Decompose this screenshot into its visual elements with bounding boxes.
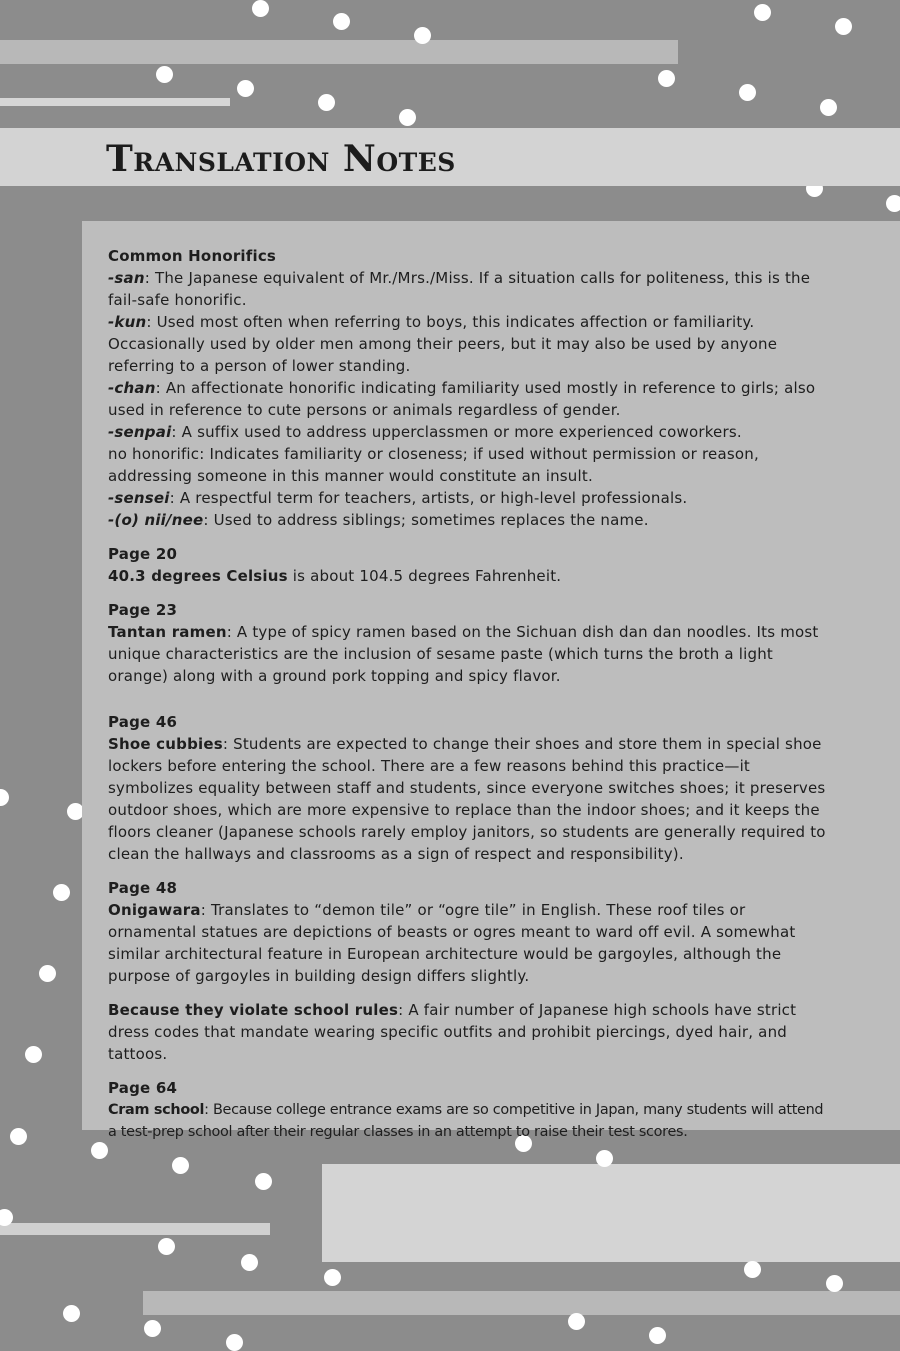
dot: [237, 80, 254, 97]
note-term: Onigawara: [108, 901, 201, 919]
dot: [324, 1269, 341, 1286]
dot: [91, 1142, 108, 1159]
dot: [255, 1173, 272, 1190]
honorific-term: -(o) nii/nee: [108, 511, 204, 529]
dot: [25, 1046, 42, 1063]
honorific-term: -chan: [108, 379, 156, 397]
note-term: Tantan ramen: [108, 623, 227, 641]
honorific-entry: [108, 443, 836, 487]
note-text: : Translates to “demon tile” or “ogre tile” in English. These roof tiles or ornamental statues are depictions of beasts or ogres meant to ward off evil. A somewhat similar architectural feature in European architecture would be gargoyles, although the purpose of gargoyles in building design differs slightly.: [108, 901, 796, 985]
honorific-entry: [108, 487, 836, 509]
top-thin-stripe: [0, 98, 230, 106]
honorific-text: : A respectful term for teachers, artists, or high-level professionals.: [169, 489, 688, 507]
dot: [596, 1150, 613, 1167]
dot: [739, 84, 756, 101]
dot: [172, 1157, 189, 1174]
note-entry: [108, 1099, 836, 1143]
dot: [658, 70, 675, 87]
dot: [744, 1261, 761, 1278]
honorific-entry: [108, 311, 836, 377]
dot: [399, 109, 416, 126]
dot: [0, 789, 9, 806]
dot: [318, 94, 335, 111]
page-label: Page 20: [108, 545, 178, 563]
honorific-entry: [108, 377, 836, 421]
top-stripe: [0, 40, 678, 64]
dot: [226, 1334, 243, 1351]
honorific-entry: [108, 267, 836, 311]
note-text: : A fair number of Japanese high schools have strict dress codes that mandate wearing specific outfits and prohibit piercings, dyed hair, and tattoos.: [108, 1001, 797, 1063]
dot: [156, 66, 173, 83]
honorific-text: : A suffix used to address upperclassmen or more experienced coworkers.: [171, 423, 742, 441]
page-label: Page 64: [108, 1079, 178, 1097]
page-title: Translation Notes: [106, 138, 456, 180]
note-term: Because they violate school rules: [108, 1001, 399, 1019]
bottom-stripe: [143, 1291, 900, 1315]
dot: [649, 1327, 666, 1344]
honorifics-heading: Common Honorifics: [108, 247, 277, 265]
note-text: is about 104.5 degrees Fahrenheit.: [287, 567, 562, 585]
bottom-thin-stripe: [0, 1223, 270, 1235]
honorific-entry: [108, 421, 836, 443]
note-term: 40.3 degrees Celsius: [108, 567, 288, 585]
note-entry: [108, 999, 836, 1065]
page-label: Page 23: [108, 601, 178, 619]
dot: [568, 1313, 585, 1330]
note-text: : Because college entrance exams are so competitive in Japan, many students will attend a test-prep school after their regular classes in an attempt to raise their test scores.: [108, 1102, 824, 1140]
bottom-right-block: [322, 1164, 900, 1262]
note-text: : Students are expected to change their shoes and store them in special shoe lockers before entering the school. There are a few reasons behind this practice—it symbolizes equality between staff and students, since everyone switches shoes; it preserves outdoor shoes, which are more expensive to replace than the indoor shoes; and it keeps the floors cleaner (Japanese schools rarely employ janitors, so students are generally required to clean the hallways and classrooms as a sign of respect and responsibility).: [108, 735, 826, 863]
honorific-term: -kun: [108, 313, 147, 331]
honorific-text: no honorific: Indicates familiarity or closeness; if used without permission or reason, addressing someone in this manner would constitute an insult.: [108, 445, 759, 485]
note-term: Cram school: [108, 1102, 205, 1118]
dot: [252, 0, 269, 17]
dot: [826, 1275, 843, 1292]
dot: [886, 195, 900, 212]
dot: [39, 965, 56, 982]
note-entry: [108, 899, 836, 987]
honorific-term: -senpai: [108, 423, 172, 441]
honorific-text: : An affectionate honorific indicating familiarity used mostly in reference to girls; also used in reference to cute persons or animals regardless of gender.: [108, 379, 816, 419]
dot: [144, 1320, 161, 1337]
note-text: : A type of spicy ramen based on the Sichuan dish dan dan noodles. Its most unique characteristics are the inclusion of sesame paste (which turns the broth a light orange) along with a ground pork topping and spicy flavor.: [108, 623, 819, 685]
honorific-term: -sensei: [108, 489, 170, 507]
dot: [158, 1238, 175, 1255]
notes-content: [108, 245, 836, 1143]
page-label: Page 48: [108, 879, 178, 897]
dot: [241, 1254, 258, 1271]
honorific-entry: [108, 509, 836, 531]
dot: [10, 1128, 27, 1145]
note-entry: [108, 621, 836, 687]
dot: [53, 884, 70, 901]
honorific-text: : Used most often when referring to boys, this indicates affection or familiarity. Occasionally used by older men among their peers, but it may also be used by anyone referring to a person of lower standing.: [108, 313, 778, 375]
dot: [333, 13, 350, 30]
honorific-text: : Used to address siblings; sometimes replaces the name.: [203, 511, 649, 529]
dot: [754, 4, 771, 21]
honorific-term: -san: [108, 269, 145, 287]
page-label: Page 46: [108, 713, 178, 731]
note-term: Shoe cubbies: [108, 735, 223, 753]
dot: [414, 27, 431, 44]
honorific-text: : The Japanese equivalent of Mr./Mrs./Miss. If a situation calls for politeness, this is the fail-safe honorific.: [108, 269, 811, 309]
dot: [63, 1305, 80, 1322]
dot: [820, 99, 837, 116]
note-entry: [108, 565, 836, 587]
dot: [835, 18, 852, 35]
note-entry: [108, 733, 836, 865]
